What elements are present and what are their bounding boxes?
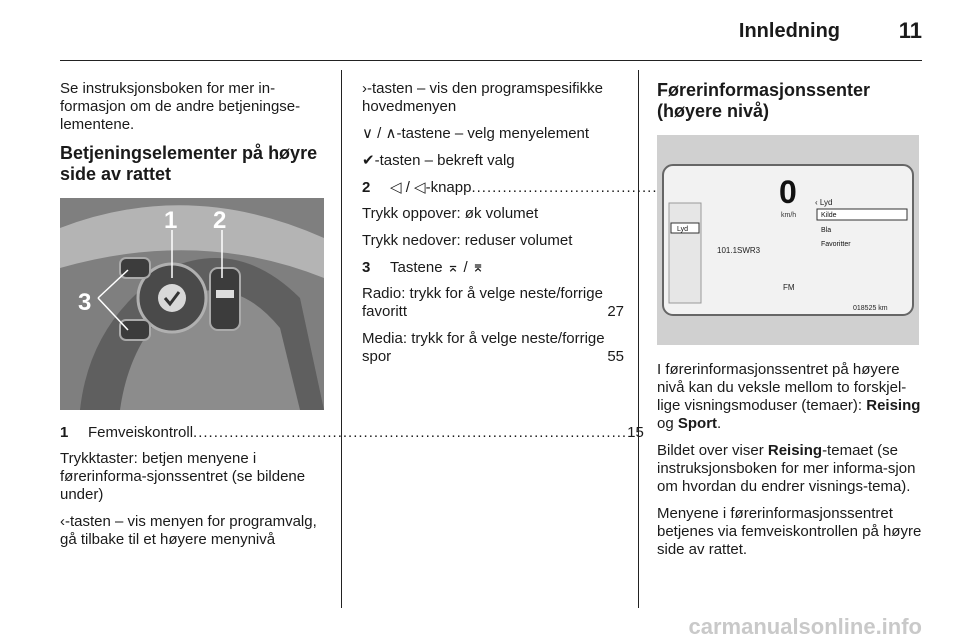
section-heading: Førerinformasjonssenter (høyere nivå) <box>657 80 871 121</box>
item-number: 3 <box>362 259 371 276</box>
item-2 <box>362 179 624 197</box>
item-1 <box>60 424 644 442</box>
theme-name: Reising <box>767 442 823 459</box>
steering-wheel-figure <box>60 198 324 410</box>
header-rule <box>60 60 922 61</box>
watermark: carmanualsonline.info <box>688 614 922 639</box>
item-label: ◁ / ◁-knapp <box>390 179 472 196</box>
item-number: 1 <box>60 424 69 441</box>
back-key-description: ‹-tasten – vis menyen for programvalg, gå tilbake til et høyere menynivå <box>60 513 317 548</box>
media-description: Media: trykk for å velge neste/forrige spor 55 <box>362 330 624 365</box>
steering-wheel-illustration <box>60 198 324 410</box>
section-heading: Betjeningselementer på høyre side av rattet <box>60 143 318 184</box>
updown-keys-description: ∨ / ∧-tastene – velg menyelement <box>362 125 590 142</box>
right-key-description: ›-tasten – vis den programspesifikke hovedmenyen <box>362 80 603 115</box>
column-3 <box>657 80 925 568</box>
menu-operation-text: Menyene i førerinformasjonssentret betjenes via femveiskontrollen på høyre side av rattet. <box>657 505 922 558</box>
page-number: 11 <box>898 18 922 43</box>
figure-label: 2 <box>213 207 227 234</box>
column-divider <box>638 70 639 608</box>
speed-readout: 0 <box>779 174 797 210</box>
driver-info-display-illustration <box>657 135 919 345</box>
speed-unit: km/h <box>781 212 797 219</box>
station-name: 101.1SWR3 <box>717 246 761 255</box>
theme-name: Sport <box>677 415 718 432</box>
right-menu-item: Bla <box>821 227 832 234</box>
band-indicator: FM <box>783 283 795 292</box>
page-ref: 27 <box>607 303 624 320</box>
figure-label: 3 <box>78 289 92 316</box>
column-2 <box>362 80 624 375</box>
right-menu-title: ‹ Lyd <box>815 198 833 207</box>
item-1-description: Trykktaster: betjen menyene i førerinforma-sjonssentret (se bildene under) <box>60 450 306 503</box>
volume-down-description: Trykk nedover: reduser volumet <box>362 232 573 249</box>
item-3 <box>362 259 624 277</box>
page-ref: 15 <box>627 424 644 441</box>
display-modes-text: I førerinformasjonssentret på høyere nivå kan du veksle mellom to forskjel-lige visningsmoduser (temaer): Reising og Sport. <box>657 361 921 432</box>
figure-label: 1 <box>164 207 178 234</box>
theme-name: Reising <box>866 397 921 414</box>
chapter-title: Innledning <box>738 20 840 42</box>
radio-description: Radio: trykk for å velge neste/forrige favoritt 27 <box>362 285 624 320</box>
driver-info-display-figure <box>657 135 919 345</box>
right-menu-item: Favoritter <box>821 241 851 248</box>
confirm-key-description: ✔-tasten – bekreft valg <box>362 152 515 169</box>
page-ref: 55 <box>607 348 624 365</box>
column-divider <box>341 70 342 608</box>
right-menu-item: Kilde <box>821 212 837 219</box>
intro-text: Se instruksjonsboken for mer in-formasjon om de andre betjeningse-lementene. <box>60 80 301 133</box>
odometer: 018525 km <box>853 305 888 312</box>
item-number: 2 <box>362 179 371 196</box>
theme-shown-text: Bildet over viser Reising-temaet (se instruksjonsboken for mer informa-sjon om hvordan du endrer visnings-tema). <box>657 442 916 495</box>
left-menu-item: Lyd <box>677 226 689 233</box>
item-label: Femveiskontroll <box>88 424 194 441</box>
item-label: Tastene ⌅ / ⌆ <box>390 259 485 276</box>
volume-up-description: Trykk oppover: øk volumet <box>362 205 539 222</box>
